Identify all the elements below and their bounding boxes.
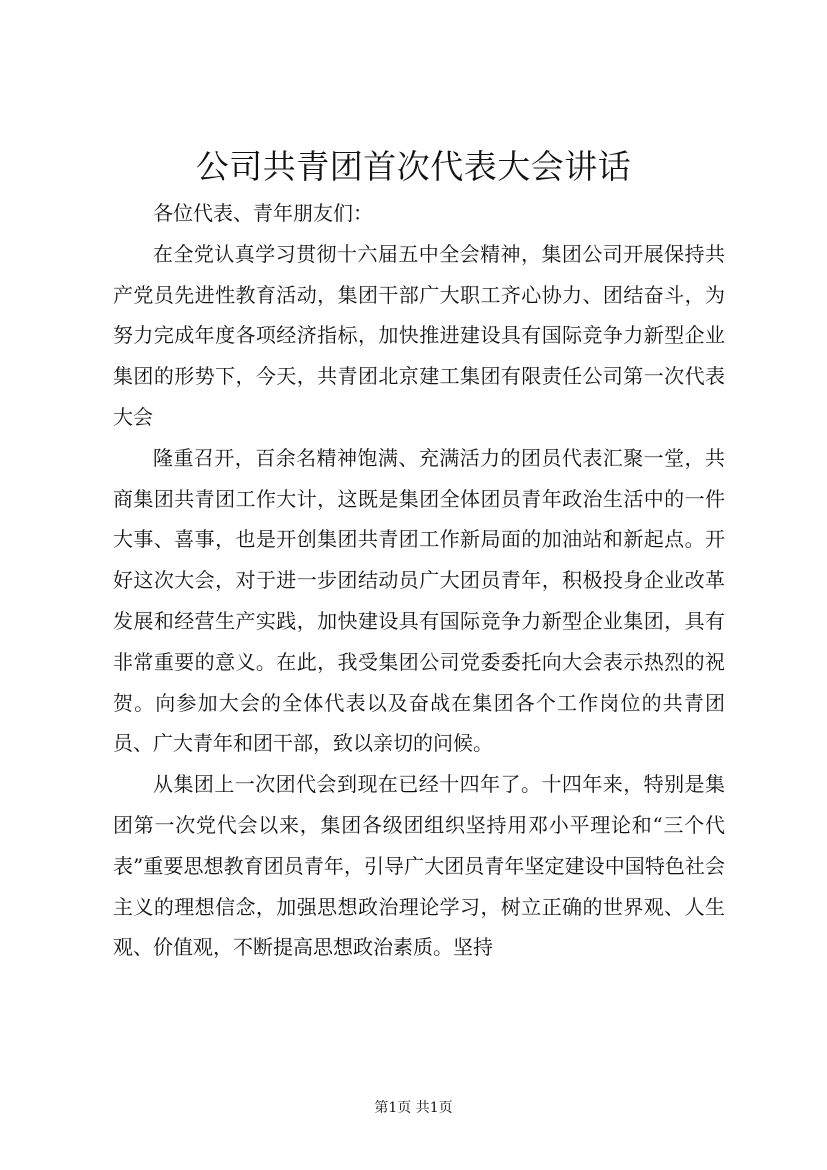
page-number-footer: 第1页 共1页 (374, 1100, 453, 1116)
body-paragraph: 在全党认真学习贯彻十六届五中全会精神，集团公司开展保持共产党员先进性教育活动，集团干部广大职工齐心协力、团结奋斗，为努力完成年度各项经济指标，加快推进建设具有国际竞争力新型企业集团的形势下，今天，共青团北京建工集团有限责任公司第一次代表大会 (113, 241, 725, 429)
document-body (113, 193, 725, 968)
document-title: 公司共青团首次代表大会讲话 (195, 147, 632, 186)
salutation-paragraph: 各位代表、青年朋友们： (153, 201, 373, 225)
body-paragraph: 隆重召开，百余名精神饱满、充满活力的团员代表汇聚一堂，共商集团共青团工作大计，这既是集团全体团员青年政治生活中的一件大事、喜事，也是开创集团共青团工作新局面的加油站和新起点。开好这次大会，对于进一步团结动员广大团员青年，积极投身企业改革发展和经营生产实践，加快建设具有国际竞争力新型企业集团，具有非常重要的意义。在此，我受集团公司党委委托向大会表示热烈的祝贺。向参加大会的全体代表以及奋战在集团各个工作岗位的共青团员、广大青年和团干部，致以亲切的问候。 (113, 445, 725, 756)
body-paragraph: 从集团上一次团代会到现在已经十四年了。十四年来，特别是集团第一次党代会以来，集团各级团组织坚持用邓小平理论和“三个代表”重要思想教育团员青年，引导广大团员青年坚定建设中国特色社会主义的理想信念，加强思想政治理论学习，树立正确的世界观、人生观、价值观，不断提高思想政治素质。坚持 (113, 772, 725, 960)
